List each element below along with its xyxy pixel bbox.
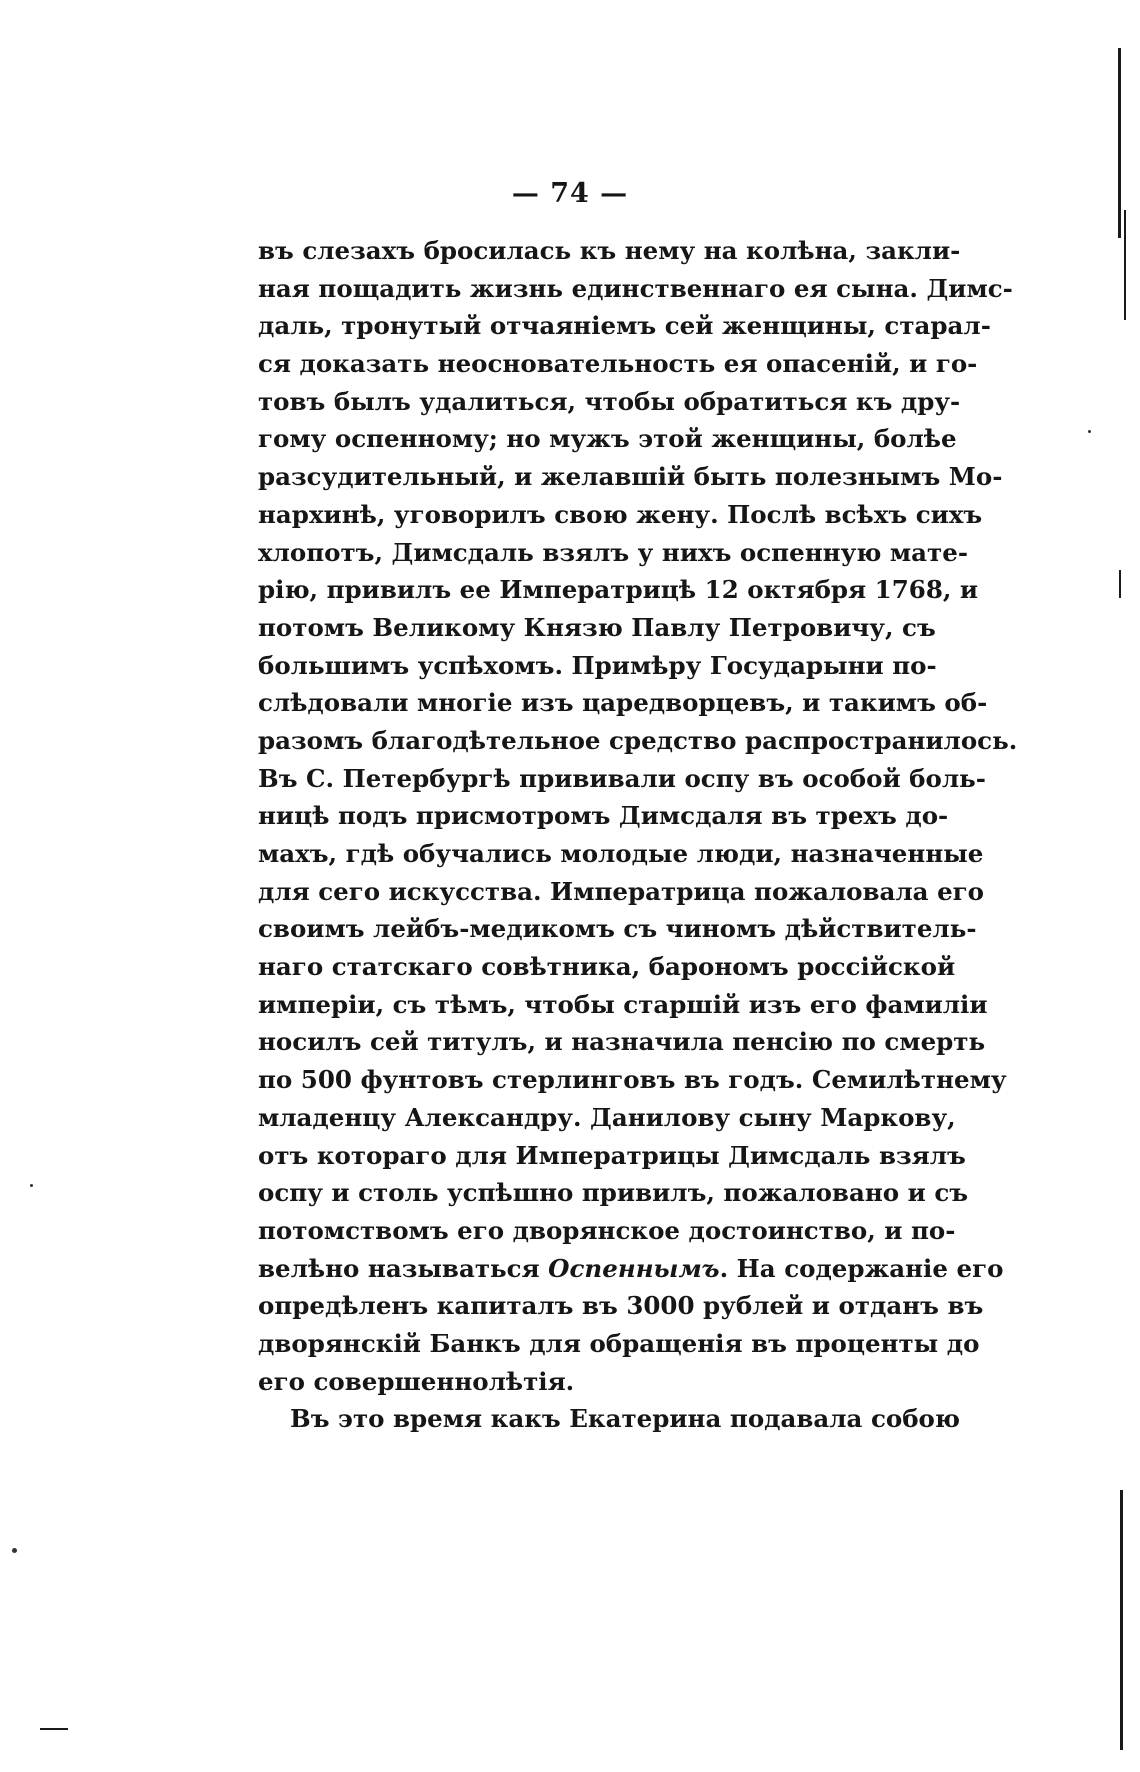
text-line: по 500 фунтовъ стерлинговъ въ годъ. Семилѣтнему — [258, 1065, 1007, 1095]
text-line: отъ котораго для Императрицы Димсдаль взялъ — [258, 1140, 966, 1170]
text-line: своимъ лейбъ-медикомъ съ чиномъ дѣйствитель- — [258, 914, 977, 944]
text-line: въ слезахъ бросилась къ нему на колѣна, закли- — [258, 236, 961, 265]
scan-mark — [40, 1728, 68, 1730]
text-line: дворянскій Банкъ для обращенія въ проценты до — [258, 1328, 980, 1358]
italic-surname: Оспеннымъ — [548, 1253, 720, 1283]
text-line: имперіи, съ тѣмъ, чтобы старшій изъ его фамиліи — [258, 989, 988, 1019]
text-line: большимъ успѣхомъ. Примѣру Государыни по- — [258, 650, 937, 680]
text-line: носилъ сей титулъ, и назначила пенсію по смерть — [258, 1027, 986, 1057]
text-line: наго статскаго совѣтника, барономъ россійской — [258, 952, 956, 982]
body-text — [258, 232, 1018, 1438]
text-line: потомъ Великому Князю Павлу Петровичу, съ — [258, 612, 936, 642]
scan-edge-line — [1118, 48, 1121, 238]
text-line: нархинѣ, уговорилъ свою жену. Послѣ всѣхъ сихъ — [258, 499, 983, 529]
text-line: даль, тронутый отчаяніемъ сей женщины, старал- — [258, 311, 991, 341]
text-line: товъ былъ удалиться, чтобы обратиться къ дру- — [258, 386, 961, 416]
text-line: потомствомъ его дворянское достоинство, и по- — [258, 1215, 956, 1245]
text-line: махъ, гдѣ обучались молодые люди, назначенные — [258, 839, 984, 868]
text-line: опредѣленъ капиталъ въ 3000 рублей и отданъ въ — [258, 1291, 984, 1321]
paragraph-start-line: Въ это время какъ Екатерина подавала собою — [290, 1404, 961, 1434]
text-line-with-italic — [258, 1250, 1004, 1288]
text-line: ся доказать неосновательность ея опасеній, и го- — [258, 349, 978, 379]
scan-speck — [1088, 430, 1091, 433]
text-line: младенцу Александру. Данилову сыну Маркову, — [258, 1102, 956, 1132]
text-line: ная пощадить жизнь единственнаго ея сына. Димс- — [258, 273, 1013, 303]
text-line: для сего искусства. Императрица пожаловала его — [258, 876, 985, 906]
paragraph-end-line: его совершеннолѣтія. — [258, 1366, 575, 1396]
text-line: разомъ благодѣтельное средство распространилось. — [258, 725, 1018, 755]
page-number: — 74 — — [511, 178, 629, 209]
scan-speck — [12, 1548, 17, 1553]
scan-edge-line — [1120, 1490, 1123, 1750]
text-line: Въ С. Петербургѣ прививали оспу въ особой боль- — [258, 763, 986, 793]
text-line: разсудительный, и желавшій быть полезнымъ Мо- — [258, 462, 1003, 492]
text-line: рію, привилъ ее Императрицѣ 12 октября 1768, и — [258, 575, 979, 605]
scan-speck — [30, 1184, 33, 1187]
text-line: оспу и столь успѣшно привилъ, пожаловано и съ — [258, 1178, 969, 1208]
text-line: слѣдовали многіе изъ царедворцевъ, и такимъ об- — [258, 688, 988, 718]
scan-edge-line — [1124, 210, 1126, 320]
text-fragment: велѣно называться — [258, 1253, 549, 1283]
scan-edge-line — [1119, 570, 1121, 598]
text-line: хлопотъ, Димсдаль взялъ у нихъ оспенную мате- — [258, 537, 968, 567]
text-line: ницѣ подъ присмотромъ Димсдаля въ трехъ до- — [258, 801, 949, 831]
text-line: гому оспенному; но мужъ этой женщины, болѣе — [258, 424, 957, 454]
text-fragment: . На содержаніе его — [719, 1253, 1004, 1283]
